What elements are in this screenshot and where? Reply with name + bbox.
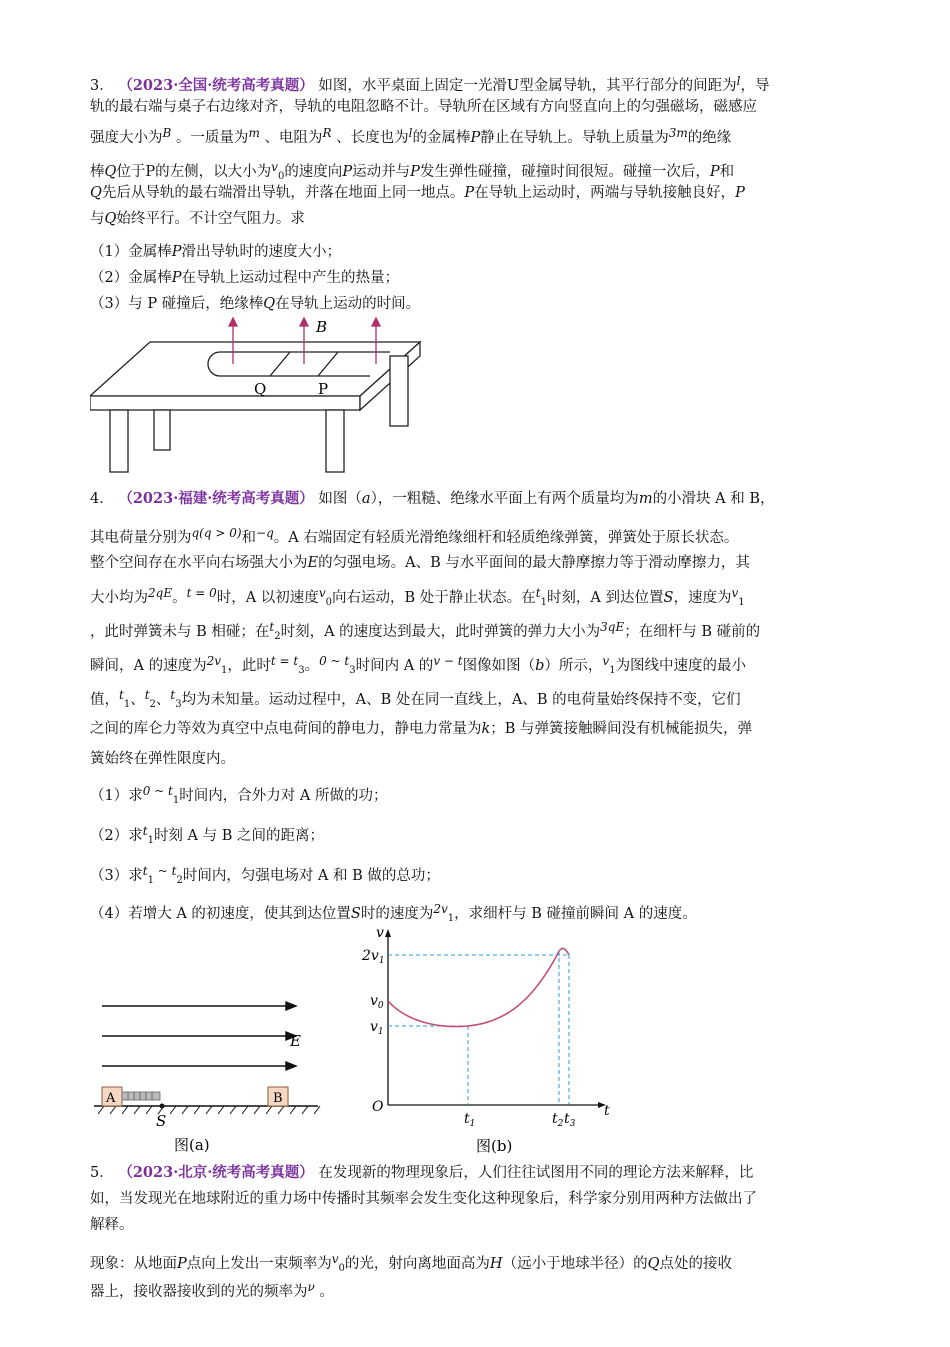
text: 点处的接收 bbox=[659, 1256, 732, 1272]
problem-5 bbox=[90, 1160, 870, 1300]
math-l: l bbox=[408, 126, 413, 140]
problem-4-line-6 bbox=[90, 644, 870, 678]
text: 解释。 bbox=[90, 1217, 134, 1233]
problem-3-question-1 bbox=[90, 240, 341, 261]
math-P: P bbox=[177, 1256, 187, 1272]
text: 时刻，A 的速度达到最大，此时弹簧的弹力大小为 bbox=[280, 624, 601, 640]
text: 器上，接收器接收到的光的频率为 bbox=[90, 1284, 308, 1300]
text: （1）求 bbox=[90, 788, 143, 804]
math-range: 0 ~ t bbox=[142, 784, 173, 798]
math-sub: 0 bbox=[325, 597, 332, 608]
y-label-2v1: $2v_1$ bbox=[362, 948, 385, 966]
figure-a-caption: 图(a) bbox=[174, 1136, 210, 1154]
math-neg-q: −q bbox=[256, 526, 274, 540]
text: 在发现新的物理现象后，人们往往试图用不同的理论方法来解释，比 bbox=[318, 1165, 754, 1181]
math-2v1: 2v bbox=[206, 654, 222, 668]
text: 轨的最右端与桌子右边缘对齐，导轨的电阻忽略不计。导轨所在区域有方向竖直向上的匀强磁场，磁感应 bbox=[90, 99, 757, 115]
problem-3-question-2 bbox=[90, 266, 399, 287]
math-sub: 2 bbox=[176, 875, 183, 886]
problem-3-question-3 bbox=[90, 292, 420, 313]
text: 在导轨上运动过程中产生的热量； bbox=[181, 270, 399, 286]
text: 之间的库仑力等效为真空中点电荷间的静电力，静电力常量为 bbox=[90, 721, 482, 737]
math-t1: t bbox=[142, 864, 148, 878]
text: 滑出导轨时的速度大小； bbox=[181, 244, 341, 260]
text: 如图，水平桌面上固定一光滑U型金属导轨，其平行部分的间距为 bbox=[318, 78, 737, 94]
figure-a bbox=[90, 990, 330, 1160]
math-m: m bbox=[638, 491, 653, 507]
math-sub: 1 bbox=[147, 875, 154, 886]
text: 、长度也为 bbox=[336, 130, 409, 146]
table-leg bbox=[110, 410, 128, 472]
math-B: B bbox=[162, 126, 172, 140]
math-P: P bbox=[464, 185, 475, 201]
guide-lines bbox=[388, 951, 569, 1105]
problem-5-number: 5． bbox=[90, 1165, 114, 1181]
text: 大小均为 bbox=[90, 590, 148, 606]
text: 簧始终在弹性限度内。 bbox=[90, 751, 235, 767]
math-2v1: 2v bbox=[433, 902, 448, 916]
text: 时间内，合外力对 A 所做的功； bbox=[179, 788, 388, 804]
math-t3: t bbox=[170, 688, 176, 702]
text: ，速度为 bbox=[673, 590, 732, 606]
math-Q: Q bbox=[263, 296, 276, 312]
text: 和 bbox=[241, 530, 257, 546]
figure-b-vt-graph bbox=[360, 925, 620, 1160]
problem-4-question-1 bbox=[90, 784, 387, 806]
label-B: B bbox=[273, 1091, 283, 1106]
math-v1: v bbox=[731, 586, 739, 600]
axis-label-t: t bbox=[604, 1103, 610, 1119]
x-label-t1: $t_1$ bbox=[464, 1111, 476, 1129]
problem-4 bbox=[90, 482, 870, 772]
math-P: P bbox=[342, 164, 353, 180]
math-v0: v bbox=[331, 1252, 339, 1266]
math-3qE: 3qE bbox=[600, 620, 625, 634]
problem-4-line-5 bbox=[90, 610, 870, 644]
math-t1: t bbox=[142, 824, 148, 838]
math-t-eq-t3: t = t bbox=[270, 654, 299, 668]
text: （3）与 P 碰撞后，绝缘棒 bbox=[90, 296, 264, 312]
math-sub: 1 bbox=[609, 665, 616, 676]
text: 在导轨上运动时，两端与导轨接触良好， bbox=[474, 185, 736, 201]
text: 时，A 以初速度 bbox=[216, 590, 319, 606]
text: 。一质量为 bbox=[175, 130, 249, 146]
text: （1）金属棒 bbox=[90, 244, 172, 260]
text: 静止在导轨上。导轨上质量为 bbox=[480, 130, 669, 146]
label-A: A bbox=[106, 1091, 116, 1106]
problem-4-question-3: （3）求$^t_1$ ~ $^t_2$时间内，匀强电场对 A 和 B 做的总功； bbox=[90, 864, 440, 886]
math-b: b bbox=[535, 658, 545, 674]
math-sub: 1 bbox=[147, 835, 154, 846]
math-E: E bbox=[307, 555, 319, 571]
text: 的匀强电场。A、B 与水平面间的最大静摩擦力等于滑动摩擦力，其 bbox=[318, 555, 750, 571]
ground-hatch bbox=[98, 1106, 320, 1114]
text: 其电荷量分别为 bbox=[90, 530, 192, 546]
math-t2: t bbox=[171, 864, 177, 878]
text: ；在细杆与 B 碰前的 bbox=[624, 624, 761, 640]
math-P: P bbox=[735, 185, 745, 201]
table-leg bbox=[390, 356, 408, 426]
text: ），一粗糙、绝缘水平面上有两个质量均为 bbox=[370, 491, 639, 507]
math-sub: 1 bbox=[221, 665, 228, 676]
math-sub: 1 bbox=[540, 597, 547, 608]
math-P: P bbox=[709, 164, 720, 180]
text: 图像如图（ bbox=[462, 658, 536, 674]
problem-4-line-2 bbox=[90, 516, 870, 546]
text: 。 bbox=[304, 658, 320, 674]
problem-5-line-5 bbox=[90, 1274, 870, 1300]
text: 时的速度为 bbox=[360, 906, 434, 922]
math-range: 0 ~ t bbox=[319, 654, 350, 668]
electric-field-lines bbox=[102, 1002, 296, 1070]
math-P: P bbox=[410, 164, 420, 180]
problem-5-line-3 bbox=[90, 1212, 870, 1238]
y-label-v1: $v_1$ bbox=[370, 1019, 384, 1037]
math-sub: 3 bbox=[349, 665, 356, 676]
text: 、 bbox=[130, 692, 145, 708]
math-t0: t = 0 bbox=[186, 586, 217, 600]
text: （2）求 bbox=[90, 828, 143, 844]
text: 均为未知量。运动过程中，A、B 处在同一直线上，A、B 的电荷量始终保持不变，它们 bbox=[181, 692, 741, 708]
text: 整个空间存在水平向右场强大小为 bbox=[90, 555, 308, 571]
text: 点向上发出一束频率为 bbox=[186, 1256, 332, 1272]
text: （4）若增大 A 的初速度，使其到达位置 bbox=[90, 906, 351, 922]
math-S: S bbox=[350, 906, 361, 922]
math-v0: v bbox=[318, 586, 326, 600]
text: 。A 右端固定有轻质光滑绝缘细杆和轻质绝缘弹簧，弹簧处于原长状态。 bbox=[273, 530, 739, 546]
text: ，此时 bbox=[227, 658, 271, 674]
origin-label: O bbox=[372, 1099, 384, 1115]
text: 。 bbox=[319, 1284, 334, 1300]
table-leg bbox=[154, 410, 170, 450]
text: ；B 与弹簧接触瞬间没有机械能损失，弹 bbox=[490, 721, 753, 737]
math-P: P bbox=[171, 270, 182, 286]
text: 时刻 A 与 B 之间的距离； bbox=[153, 828, 325, 844]
problem-3-line-3 bbox=[90, 120, 870, 146]
x-label-t3: $t_3$ bbox=[564, 1111, 576, 1129]
problem-4-line-9 bbox=[90, 742, 870, 772]
text: 与 bbox=[90, 211, 105, 227]
text: 时刻，A 到达位置 bbox=[546, 590, 664, 606]
text: 和 bbox=[719, 164, 735, 180]
math-sub: 1 bbox=[738, 597, 745, 608]
math-Q: Q bbox=[104, 211, 117, 227]
math-sub: 3 bbox=[298, 665, 305, 676]
math-sub: 0 bbox=[338, 1263, 345, 1274]
problem-3-source-tag: （2023·全国·统考高考真题） bbox=[118, 77, 314, 94]
text: ，此时弹簧未与 B 相碰；在 bbox=[90, 624, 270, 640]
problem-5-source-tag: （2023·北京·统考高考真题） bbox=[118, 1164, 314, 1181]
text: ，导 bbox=[740, 78, 770, 94]
math-t1: t bbox=[119, 688, 124, 702]
text: 位于P的左侧，以大小为 bbox=[116, 164, 272, 180]
v-axis-arrow bbox=[385, 929, 391, 937]
problem-3-line-6 bbox=[90, 206, 870, 232]
problem-5-line-2 bbox=[90, 1186, 870, 1212]
text: 先后从导轨的最右端滑出导轨，并落在地面上同一地点。 bbox=[101, 185, 465, 201]
text: 向右运动，B 处于静止状态。在 bbox=[331, 590, 536, 606]
math-t2: t bbox=[144, 688, 150, 702]
problem-4-line-3 bbox=[90, 546, 870, 576]
label-E: E bbox=[290, 1032, 301, 1050]
text: （3）求 bbox=[90, 868, 143, 884]
problem-4-question-4 bbox=[90, 902, 697, 924]
math-sub: 1 bbox=[172, 795, 180, 806]
text: （远小于地球半径）的 bbox=[502, 1256, 648, 1272]
table-leg bbox=[326, 410, 344, 472]
problem-4-line-4 bbox=[90, 576, 870, 610]
math-v1: v bbox=[602, 654, 610, 668]
text: 强度大小为 bbox=[90, 130, 163, 146]
problem-3-line-2 bbox=[90, 94, 870, 120]
axis-label-v: v bbox=[376, 925, 384, 941]
math-m: m bbox=[248, 126, 260, 140]
problem-3-number: 3． bbox=[90, 78, 114, 94]
math-vt: v − t bbox=[433, 654, 463, 668]
text: 为图线中速度的最小 bbox=[615, 658, 747, 674]
math-nu: ν bbox=[307, 1280, 315, 1294]
vt-curve bbox=[388, 948, 569, 1026]
math-sub: 3 bbox=[175, 699, 182, 710]
label-P: P bbox=[318, 380, 329, 398]
table-front-edge bbox=[90, 396, 360, 410]
text: 的小滑块 A 和 B， bbox=[652, 491, 775, 507]
text: 棒 bbox=[90, 164, 105, 180]
math-3m: 3m bbox=[668, 126, 688, 140]
math-sub: 1 bbox=[123, 699, 131, 710]
problem-4-line-1 bbox=[90, 482, 870, 516]
problem-5-line-1 bbox=[90, 1160, 870, 1186]
text: 始终平行。不计空气阻力。求 bbox=[116, 211, 305, 227]
text: 的光，射向离地面高为 bbox=[344, 1256, 490, 1272]
math-R: R bbox=[322, 126, 332, 140]
math-v0: v bbox=[271, 160, 278, 174]
math-Q: Q bbox=[647, 1256, 660, 1272]
math-H: H bbox=[489, 1256, 503, 1272]
text: 值， bbox=[90, 692, 119, 708]
label-Q: Q bbox=[254, 380, 267, 398]
math-l: l bbox=[736, 74, 741, 88]
math-sub: 0 bbox=[277, 171, 285, 182]
table-rail-figure bbox=[90, 316, 450, 476]
text: 现象：从地面 bbox=[90, 1256, 177, 1272]
problem-4-question-2 bbox=[90, 824, 324, 846]
label-B: B bbox=[316, 318, 328, 336]
text: ，求细杆与 B 碰撞前瞬间 A 的速度。 bbox=[454, 906, 697, 922]
problem-3-line-1 bbox=[90, 68, 870, 94]
math-q-cond: q(q > 0) bbox=[191, 526, 242, 540]
text: 、电阻为 bbox=[264, 130, 323, 146]
x-label-t2: $t_2$ bbox=[552, 1111, 564, 1129]
problem-5-line-4 bbox=[90, 1246, 870, 1274]
problem-4-line-7 bbox=[90, 678, 870, 712]
problem-4-line-8 bbox=[90, 712, 870, 742]
math-t1: t bbox=[535, 586, 541, 600]
problem-4-source-tag: （2023·福建·统考高考真题） bbox=[118, 490, 314, 507]
point-S bbox=[160, 1104, 165, 1109]
math-k: k bbox=[481, 721, 491, 737]
text: 的金属棒 bbox=[412, 130, 471, 146]
figure-b-caption: 图(b) bbox=[476, 1137, 513, 1155]
math-P: P bbox=[171, 244, 182, 260]
text: 运动并与 bbox=[352, 164, 411, 180]
math-Q: Q bbox=[90, 185, 102, 201]
math-P: P bbox=[470, 130, 481, 146]
text: 时间内，匀强电场对 A 和 B 做的总功； bbox=[182, 868, 440, 884]
text: 的速度向 bbox=[284, 164, 343, 180]
text: 的绝缘 bbox=[687, 130, 732, 146]
text: 时间内 A 的 bbox=[355, 658, 434, 674]
problem-4-number: 4． bbox=[90, 491, 114, 507]
math-t2: t bbox=[269, 620, 275, 634]
math-a: a bbox=[361, 491, 371, 507]
text: 瞬间，A 的速度为 bbox=[90, 658, 207, 674]
math-S: S bbox=[663, 590, 674, 606]
text: 、 bbox=[155, 692, 171, 708]
label-S: S bbox=[156, 1112, 167, 1130]
problem-3 bbox=[90, 68, 870, 232]
math-sub: 1 bbox=[447, 913, 455, 924]
text: 在导轨上运动的时间。 bbox=[275, 296, 421, 312]
problem-3-line-4 bbox=[90, 154, 870, 180]
text: （2）金属棒 bbox=[90, 270, 172, 286]
text: 。 bbox=[172, 590, 187, 606]
text: 如图（ bbox=[318, 491, 362, 507]
text: ）所示， bbox=[544, 658, 603, 674]
math-2qE: 2qE bbox=[148, 586, 173, 600]
math-sub: 2 bbox=[274, 631, 281, 642]
y-label-v0: $v_0$ bbox=[370, 993, 384, 1011]
text: 发生弹性碰撞，碰撞时间很短。碰撞一次后， bbox=[419, 164, 710, 180]
problem-3-line-5 bbox=[90, 180, 870, 206]
math-sub: 2 bbox=[149, 699, 156, 710]
text: 如，当发现光在地球附近的重力场中传播时其频率会发生变化这种现象后，科学家分别用两种方法做出了 bbox=[90, 1191, 757, 1207]
math-Q: Q bbox=[104, 164, 117, 180]
